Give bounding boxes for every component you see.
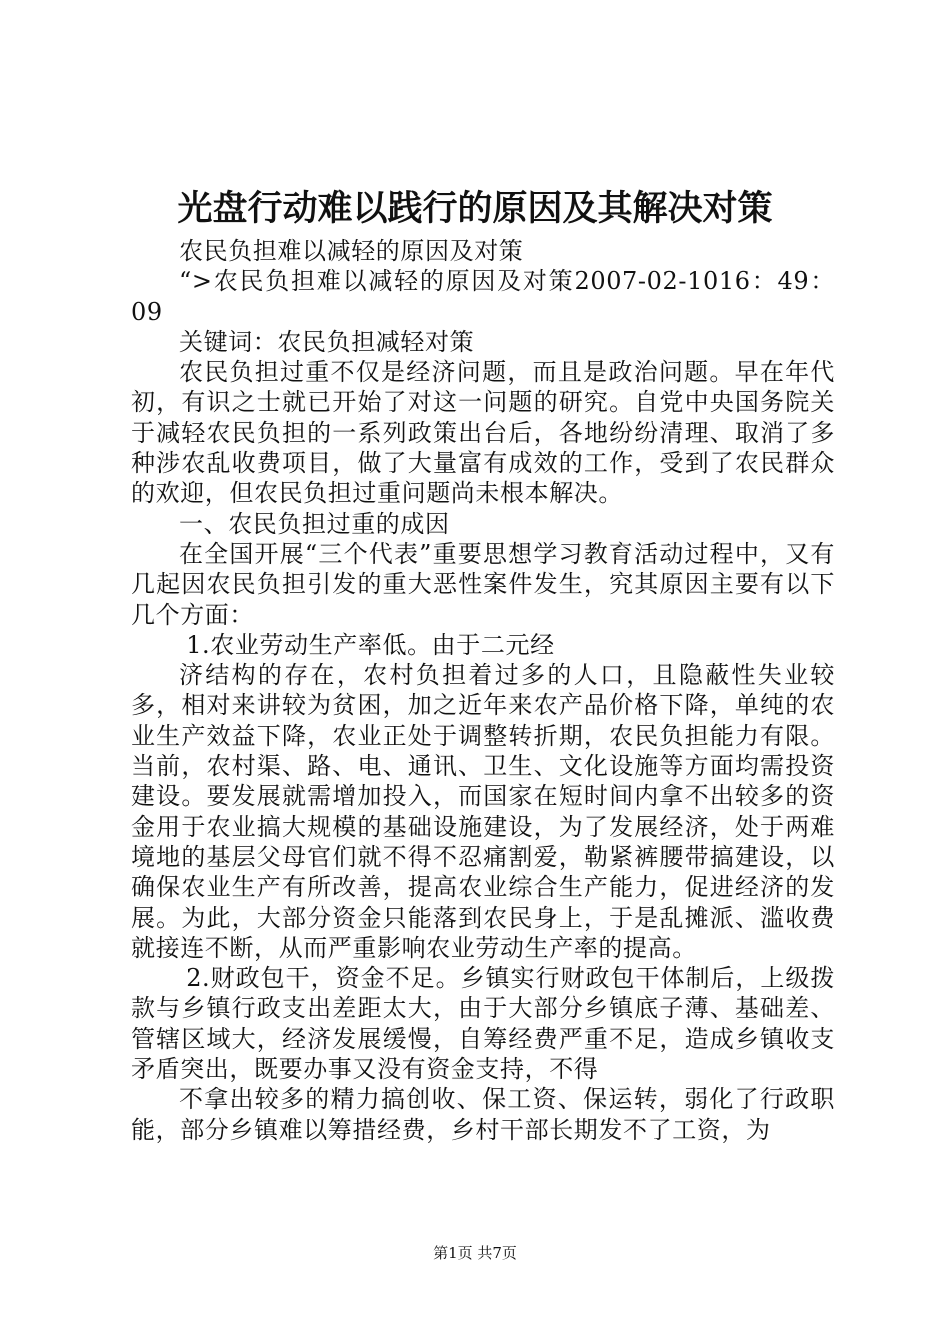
list-item-2: 2.财政包干，资金不足。乡镇实行财政包干体制后，上级拨款与乡镇行政支出差距太大，由于大部分乡镇底子薄、基础差、管辖区域大，经济发展缓慢，自筹经费严重不足，造成乡镇收支矛盾突出，既要办事又没有资金支持，不得: [131, 964, 835, 1084]
paragraph-item-2-continued: 不拿出较多的精力搞创收、保工资、保运转，弱化了行政职能，部分乡镇难以筹措经费，乡村干部长期发不了工资，为: [131, 1085, 835, 1144]
paragraph-item-1-body: 济结构的存在，农村负担着过多的人口，且隐蔽性失业较多，相对来讲较为贫困，加之近年来农产品价格下降，单纯的农业生产效益下降，农业正处于调整转折期，农民负担能力有限。当前，农村渠、路、电、通讯、卫生、文化设施等方面均需投资建设。要发展就需增加投入，而国家在短时间内拿不出较多的资金用于农业搞大规模的基础设施建设，为了发展经济，处于两难境地的基层父母官们就不得不忍痛割爱，勒紧裤腰带搞建设，以确保农业生产有所改善，提高农业综合生产能力，促进经济的发展。为此，大部分资金只能落到农民身上，于是乱摊派、滥收费就接连不断，从而严重影响农业劳动生产率的提高。: [131, 661, 835, 962]
paragraph-subtitle: 农民负担难以减轻的原因及对策: [179, 237, 524, 265]
page-footer: 第1页 共7页: [433, 1244, 517, 1262]
section-heading: 一、农民负担过重的成因: [179, 509, 450, 538]
paragraph-source-line: “>农民负担难以减轻的原因及对策2007-02-1016：49：09: [131, 267, 835, 326]
list-item-1-heading: 1.农业劳动生产率低。由于二元经: [186, 630, 555, 659]
paragraph-causes-intro: 在全国开展“三个代表”重要思想学习教育活动过程中，又有几起因农民负担引发的重大恶性案件发生，究其原因主要有以下几个方面：: [131, 539, 835, 629]
paragraph-keywords: 关键词：农民负担减轻对策: [179, 327, 475, 356]
document-body: [131, 236, 835, 1145]
document-title: 光盘行动难以践行的原因及其解决对策: [177, 188, 773, 229]
paragraph-intro: 农民负担过重不仅是经济问题，而且是政治问题。早在年代初，有识之士就已开始了对这一问题的研究。自党中央国务院关于减轻农民负担的一系列政策出台后，各地纷纷清理、取消了多种涉农乱收费项目，做了大量富有成效的工作，受到了农民群众的欢迎，但农民负担过重问题尚未根本解决。: [131, 358, 835, 508]
